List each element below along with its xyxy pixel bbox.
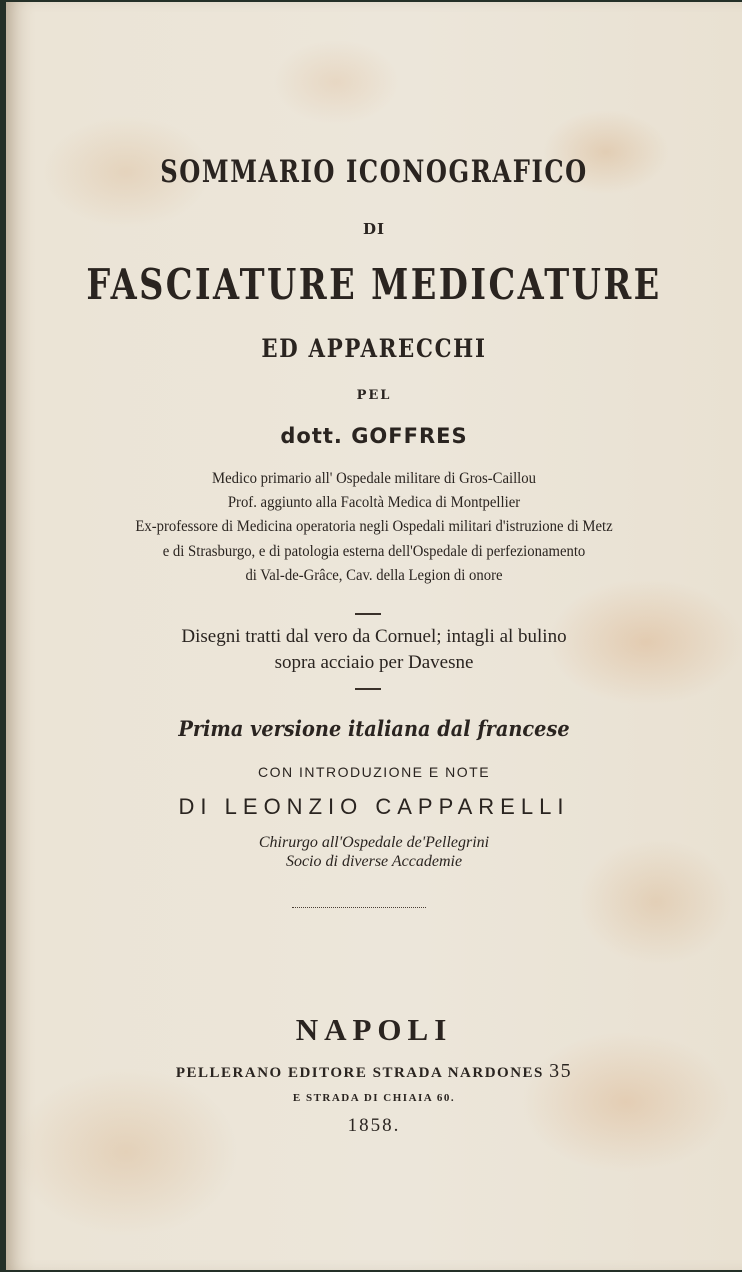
city: NAPOLI (295, 1012, 453, 1047)
version-note: Prima versione italiana dal francese (178, 716, 570, 741)
publisher-name: PELLERANO EDITORE STRADA NARDONES (175, 1065, 544, 1081)
title-line-2: DI (362, 220, 386, 238)
title-page (6, 2, 742, 1270)
title-line-5: PEL (356, 388, 392, 403)
divider-dash (355, 613, 381, 615)
divider-dash (355, 688, 381, 690)
publisher-number: 35 (549, 1060, 573, 1082)
dotted-rule (292, 907, 426, 908)
title-line-4: ED APPARECCHI (261, 334, 487, 363)
editor-role: Chirurgo all'Ospedale de'Pellegrini (258, 834, 490, 851)
affiliation-line: e di Strasburgo, e di patologia esterna dell'Ospedale di perfezionamento (162, 543, 586, 560)
street-address: E STRADA DI CHIAIA 60. (292, 1092, 456, 1104)
editor-role: Socio di diverse Accademie (285, 853, 463, 870)
drawings-credit-line: sopra acciaio per Davesne (274, 652, 474, 673)
publication-year: 1858. (347, 1115, 401, 1136)
editor-name: DI LEONZIO CAPPARELLI (178, 794, 570, 819)
affiliation-line: Medico primario all' Ospedale militare di Gros-Caillou (212, 470, 536, 487)
affiliation-line: Prof. aggiunto alla Facoltà Medica di Montpellier (227, 494, 521, 511)
affiliation-line: Ex-professore di Medicina operatoria negli Ospedali militari d'istruzione di Metz (135, 518, 613, 535)
intro-note: CON INTRODUZIONE E NOTE (257, 764, 491, 780)
author-name: dott. GOFFRES (280, 424, 468, 448)
affiliation-line: di Val-de-Grâce, Cav. della Legion di onore (245, 567, 503, 584)
publisher-line (6, 1060, 742, 1083)
title-line-1: SOMMARIO ICONOGRAFICO (160, 154, 588, 190)
drawings-credit-line: Disegni tratti dal vero da Cornuel; intagli al bulino (181, 626, 567, 647)
main-title: FASCIATURE MEDICATURE (86, 260, 662, 309)
